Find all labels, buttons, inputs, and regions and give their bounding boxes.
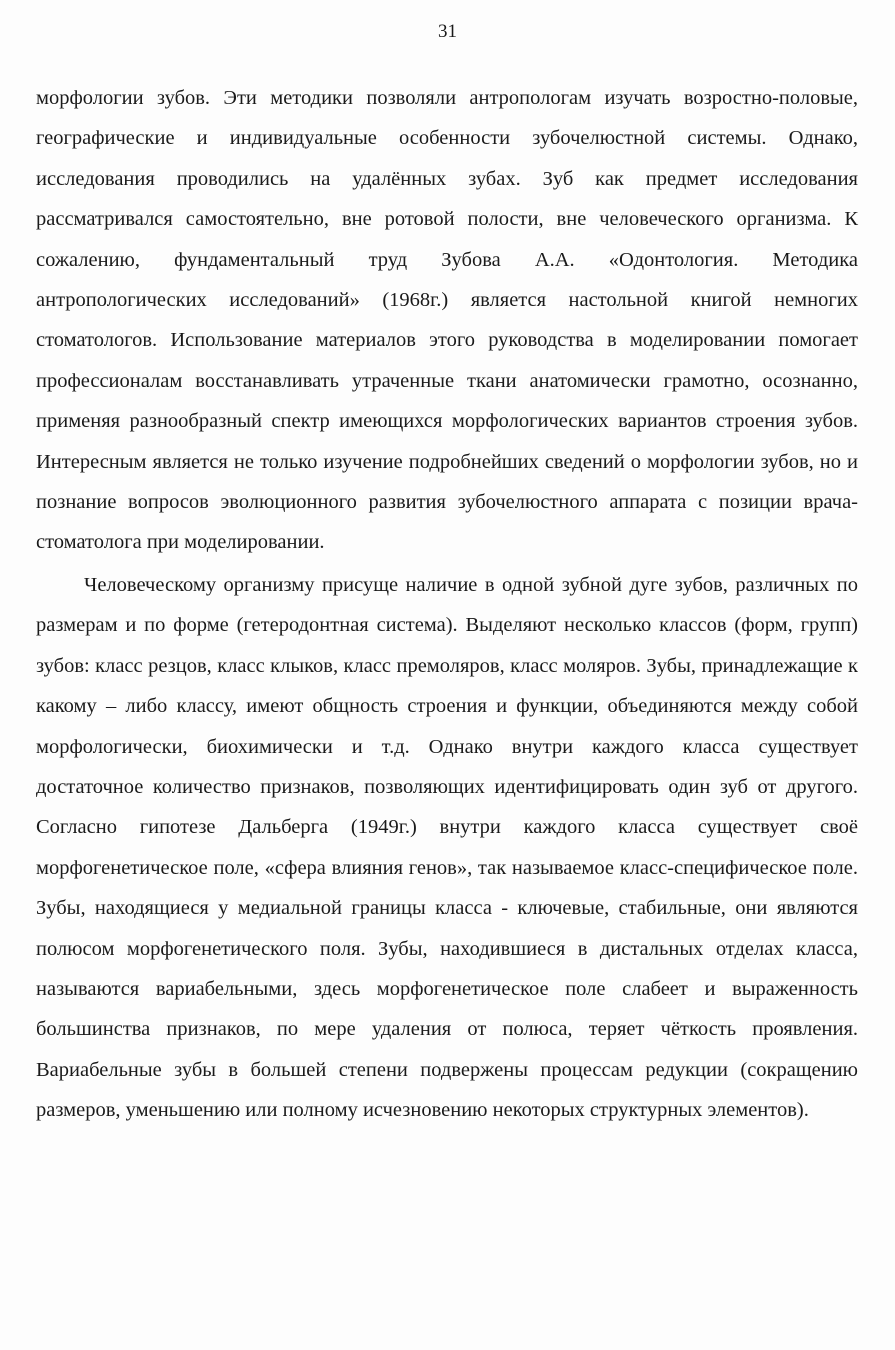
paragraph-tooth-classes: Человеческому организму присуще наличие в одной зубной дуге зубов, различных по размерам и по форме (гетеродонтная система). Выделяют несколько классов (форм, групп) зубов: класс резцов, класс клыков, класс премоляров, класс моляров. Зубы, принадлежащие к какому – либо классу, имеют общность строения и функции, объединяются между собой морфологически, биохимически и т.д. Однако внутри каждого класса существует достаточное количество признаков, позволяющих идентифицировать один зуб от другого. Согласно гипотезе Дальберга (1949г.) внутри каждого класса существует своё морфогенетическое поле, «сфера влияния генов», так называемое класс-специфическое поле. Зубы, находящиеся у медиальной границы класса - ключевые, стабильные, они являются полюсом морфогенетического поля. Зубы, находившиеся в дистальных отделах класса, называются вариабельными, здесь морфогенетическое поле слабеет и выраженность большинства признаков, по мере удаления от полюса, теряет чёткость проявления. Вариабельные зубы в большей степени подвержены процессам редукции (сокращению размеров, уменьшению или полному исчезновению некоторых структурных элементов). <box>36 573 858 1122</box>
paragraph-continuation: морфологии зубов. Эти методики позволяли антропологам изучать возростно-половые, географические и индивидуальные особенности зубочелюстной системы. Однако, исследования проводились на удалённых зубах. Зуб как предмет исследования рассматривался самостоятельно, вне ротовой полости, вне человеческого организма. К сожалению, фундаментальный труд Зубова А.А. «Одонтология. Методика антропологических исследований» (1968г.) является настольной книгой немногих стоматологов. Использование материалов этого руководства в моделировании помогает профессионалам восстанавливать утраченные ткани анатомически грамотно, осознанно, применяя разнообразный спектр имеющихся морфологических вариантов строения зубов. Интересным является не только изучение подробнейших сведений о морфологии зубов, но и познание вопросов эволюционного развития зубочелюстного аппарата с позиции врача-стоматолога при моделировании. <box>36 87 858 554</box>
body-text <box>36 78 858 1131</box>
page-number: 31 <box>438 21 457 42</box>
